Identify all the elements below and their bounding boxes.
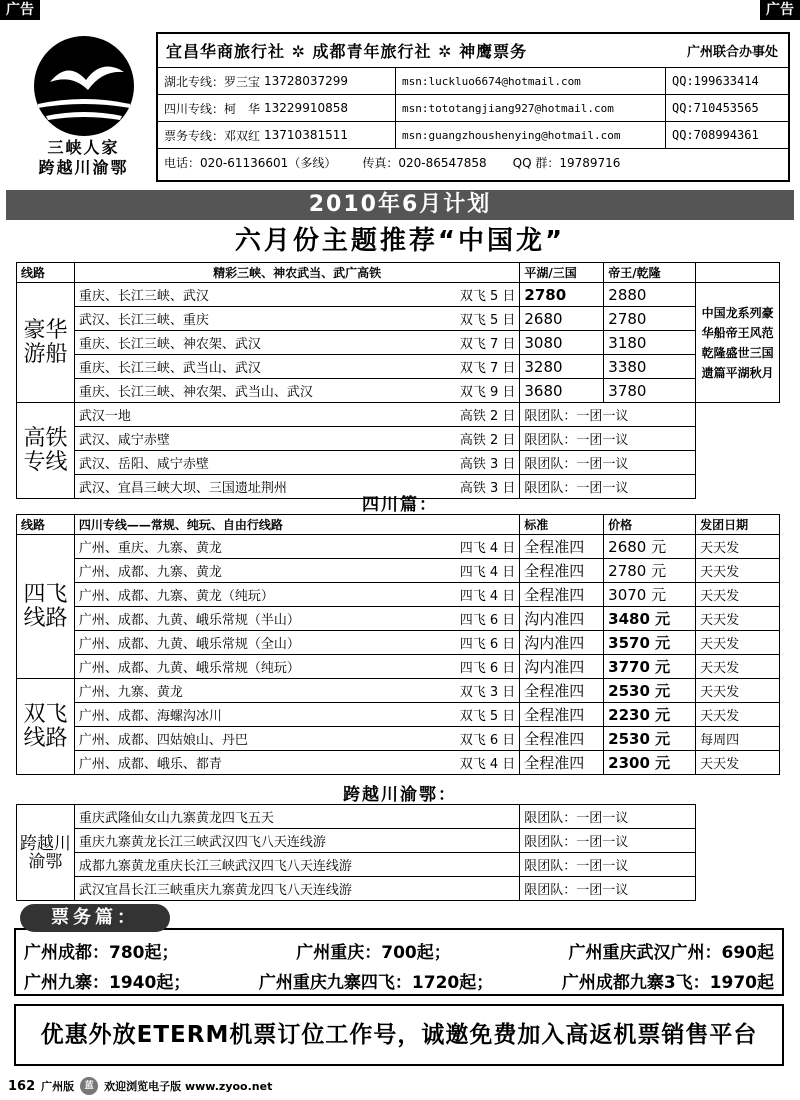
route: 广州、九寨、黄龙 <box>78 685 183 700</box>
mode: 双飞 3 日 <box>459 685 516 700</box>
table-header <box>17 263 780 283</box>
route: 广州、成都、四姑娘山、丹巴 <box>78 733 248 748</box>
ticket-price: 广州重庆：700起； <box>296 943 451 963</box>
price: 限团队：一团一议 <box>520 853 696 877</box>
col-p1: 平湖/三国 <box>520 263 604 283</box>
contact-msn: msn:tototangjiang927@hotmail.com <box>396 95 666 121</box>
standard: 全程准四 <box>520 559 604 583</box>
cross-region-table <box>16 804 696 901</box>
price: 限团队：一团一议 <box>520 877 696 901</box>
four-fly-label: 四飞线路 <box>17 535 75 679</box>
ticket-row <box>24 968 774 998</box>
route: 广州、成都、九寨、黄龙（纯玩） <box>78 589 274 604</box>
route: 武汉、长江三峡、重庆 <box>78 313 209 328</box>
table-row <box>17 853 696 877</box>
ticket-title: 票务篇： <box>20 904 170 932</box>
price-1: 3080 <box>520 331 604 355</box>
contact-phone: 13728037299 <box>264 74 348 88</box>
route: 重庆、长江三峡、武汉 <box>78 289 209 304</box>
table-row <box>17 805 696 829</box>
col-std: 标准 <box>520 515 604 535</box>
agency-line <box>158 34 788 68</box>
contact-row <box>158 122 788 149</box>
ticket-price: 广州九寨：1940起； <box>24 973 191 993</box>
route: 重庆、长江三峡、神农架、武当山、武汉 <box>78 385 313 400</box>
standard: 全程准四 <box>520 583 604 607</box>
mode: 双飞 7 日 <box>459 337 516 352</box>
route: 武汉、岳阳、咸宁赤壁 <box>78 457 209 472</box>
depart-date: 天天发 <box>696 679 780 703</box>
route: 广州、成都、九黄、峨乐常规（半山） <box>78 613 300 628</box>
col-line: 线路 <box>17 515 75 535</box>
contact-label: 湖北专线：罗三宝 <box>164 74 261 89</box>
route: 重庆武隆仙女山九寨黄龙四飞五天 <box>74 805 519 829</box>
fax-number: 传真：020-86547858 <box>362 156 487 170</box>
contact-msn: msn:luckluo6674@hotmail.com <box>396 68 666 94</box>
price: 限团队：一团一议 <box>520 829 696 853</box>
qq-group: QQ 群：19789716 <box>512 156 621 170</box>
ticket-price: 广州成都：780起； <box>24 943 179 963</box>
route: 广州、成都、九黄、峨乐常规（纯玩） <box>78 661 300 676</box>
plan-title: 2010年6月计划 <box>6 190 794 220</box>
contact-qq: QQ:710453565 <box>672 101 759 115</box>
route: 广州、成都、九寨、黄龙 <box>78 565 222 580</box>
mode: 高铁 3 日 <box>459 481 516 496</box>
depart-date: 天天发 <box>696 631 780 655</box>
mode: 双飞 5 日 <box>459 709 516 724</box>
price: 2230 元 <box>604 703 696 727</box>
route: 广州、成都、峨乐、都青 <box>78 757 222 772</box>
two-fly-label: 双飞线路 <box>17 679 75 775</box>
price-1: 2780 <box>520 283 604 307</box>
depart-date: 每周四 <box>696 727 780 751</box>
route: 武汉宜昌长江三峡重庆九寨黄龙四飞八天连线游 <box>74 877 519 901</box>
eterm-banner: 优惠外放ETERM机票订位工作号，诚邀免费加入高返机票销售平台 <box>14 1004 784 1066</box>
route: 广州、成都、九黄、峨乐常规（全山） <box>78 637 300 652</box>
contact-label: 四川专线：柯 华 <box>164 101 261 116</box>
agency-names: 宜昌华商旅行社 ✲ 成都青年旅行社 ✲ 神鹰票务 <box>166 42 528 61</box>
standard: 全程准四 <box>520 751 604 775</box>
standard: 全程准四 <box>520 703 604 727</box>
price: 3070 元 <box>604 583 696 607</box>
price: 限团队：一团一议 <box>520 805 696 829</box>
ticket-price: 广州重庆武汉广州：690起 <box>568 943 774 963</box>
footer-text: 欢迎浏览电子版 www.zyoo.net <box>104 1080 273 1093</box>
table-row <box>17 331 780 355</box>
table-row <box>17 679 780 703</box>
route: 武汉一地 <box>78 409 131 424</box>
mode: 四飞 4 日 <box>459 541 516 556</box>
price: 3480 元 <box>604 607 696 631</box>
depart-date: 天天发 <box>696 703 780 727</box>
table-row <box>17 427 780 451</box>
sichuan-table <box>16 514 780 775</box>
table-row <box>17 829 696 853</box>
price: 2530 元 <box>604 679 696 703</box>
ad-label-left: 广告 <box>0 0 40 20</box>
mode: 四飞 4 日 <box>459 565 516 580</box>
standard: 沟内准四 <box>520 655 604 679</box>
mode: 双飞 5 日 <box>459 289 516 304</box>
col-desc: 四川专线——常规、纯玩、自由行线路 <box>74 515 519 535</box>
price-1: 3680 <box>520 379 604 403</box>
hubei-table <box>16 262 780 499</box>
edition-badge: 蓝 <box>80 1077 98 1095</box>
table-row <box>17 607 780 631</box>
price: 2680 元 <box>604 535 696 559</box>
mode: 双飞 7 日 <box>459 361 516 376</box>
ad-label-right: 广告 <box>760 0 800 20</box>
ticket-row <box>24 938 774 968</box>
standard: 全程准四 <box>520 727 604 751</box>
price: 2780 元 <box>604 559 696 583</box>
logo-text-2: 跨越川渝鄂 <box>38 158 129 177</box>
mode: 高铁 3 日 <box>459 457 516 472</box>
route: 广州、成都、海螺沟冰川 <box>78 709 222 724</box>
depart-date: 天天发 <box>696 559 780 583</box>
table-row <box>17 655 780 679</box>
table-header <box>17 515 780 535</box>
price: 限团队：一团一议 <box>520 451 696 475</box>
gull-sun-logo-icon <box>32 34 136 138</box>
price-2: 2880 <box>604 283 696 307</box>
depart-date: 天天发 <box>696 583 780 607</box>
table-row <box>17 583 780 607</box>
table-row <box>17 403 780 427</box>
route: 武汉、宜昌三峡大坝、三国遗址荆州 <box>78 481 287 496</box>
contact-label: 票务专线：邓双红 <box>164 128 261 143</box>
table-row <box>17 727 780 751</box>
table-row <box>17 877 696 901</box>
price-2: 3380 <box>604 355 696 379</box>
price: 2530 元 <box>604 727 696 751</box>
col-price: 价格 <box>604 515 696 535</box>
col-desc: 精彩三峡、神农武当、武广高铁 <box>74 263 519 283</box>
mode: 高铁 2 日 <box>459 409 516 424</box>
col-line: 线路 <box>17 263 75 283</box>
footer <box>8 1076 272 1096</box>
price: 限团队：一团一议 <box>520 475 696 499</box>
cruise-label: 豪华游船 <box>17 283 75 403</box>
cross-region-label: 跨越川渝鄂 <box>17 805 75 901</box>
mode: 四飞 4 日 <box>459 589 516 604</box>
depart-date: 天天发 <box>696 751 780 775</box>
mode: 双飞 5 日 <box>459 313 516 328</box>
table-row <box>17 451 780 475</box>
col-date: 发团日期 <box>696 515 780 535</box>
standard: 全程准四 <box>520 679 604 703</box>
price: 限团队：一团一议 <box>520 403 696 427</box>
contact-row <box>158 68 788 95</box>
standard: 全程准四 <box>520 535 604 559</box>
table-row <box>17 379 780 403</box>
depart-date: 天天发 <box>696 535 780 559</box>
price-2: 3780 <box>604 379 696 403</box>
header <box>6 24 794 186</box>
mode: 四飞 6 日 <box>459 661 516 676</box>
phone-row <box>158 149 788 176</box>
price-2: 3180 <box>604 331 696 355</box>
table-row <box>17 535 780 559</box>
dragon-note: 中国龙系列豪华船帝王风范乾隆盛世三国遗篇平湖秋月 <box>696 283 780 403</box>
price-1: 2680 <box>520 307 604 331</box>
contact-box <box>156 32 790 182</box>
mode: 双飞 6 日 <box>459 733 516 748</box>
page-number: 162 <box>8 1078 36 1094</box>
depart-date: 天天发 <box>696 607 780 631</box>
theme-title: 六月份主题推荐“中国龙” <box>234 226 566 256</box>
table-row <box>17 559 780 583</box>
price: 3770 元 <box>604 655 696 679</box>
edition: 广州版 <box>41 1080 75 1093</box>
table-row <box>17 631 780 655</box>
price: 2300 元 <box>604 751 696 775</box>
table-row <box>17 355 780 379</box>
sichuan-title: 四川篇： <box>362 495 438 515</box>
cross-region-title: 跨越川渝鄂： <box>343 785 457 805</box>
route: 广州、重庆、九寨、黄龙 <box>78 541 222 556</box>
price: 限团队：一团一议 <box>520 427 696 451</box>
depart-date: 天天发 <box>696 655 780 679</box>
mode: 四飞 6 日 <box>459 613 516 628</box>
table-row <box>17 283 780 307</box>
mode: 双飞 9 日 <box>459 385 516 400</box>
table-row <box>17 751 780 775</box>
price-2: 2780 <box>604 307 696 331</box>
contact-qq: QQ:708994361 <box>672 128 759 142</box>
contact-phone: 13710381511 <box>264 128 348 142</box>
logo-text-1: 三峡人家 <box>47 138 120 157</box>
contact-row <box>158 95 788 122</box>
route: 武汉、咸宁赤壁 <box>78 433 170 448</box>
standard: 沟内准四 <box>520 607 604 631</box>
tel-number: 电话：020-61136601（多线） <box>164 156 337 170</box>
ticket-box <box>14 928 784 996</box>
mode: 高铁 2 日 <box>459 433 516 448</box>
price: 3570 元 <box>604 631 696 655</box>
rail-label: 高铁专线 <box>17 403 75 499</box>
office-name: 广州联合办事处 <box>686 45 778 60</box>
standard: 沟内准四 <box>520 631 604 655</box>
route: 成都九寨黄龙重庆长江三峡武汉四飞八天连线游 <box>74 853 519 877</box>
route: 重庆、长江三峡、神农架、武汉 <box>78 337 261 352</box>
mode: 双飞 4 日 <box>459 757 516 772</box>
contact-phone: 13229910858 <box>264 101 348 115</box>
route: 重庆、长江三峡、武当山、武汉 <box>78 361 261 376</box>
route: 重庆九寨黄龙长江三峡武汉四飞八天连线游 <box>74 829 519 853</box>
contact-msn: msn:guangzhoushenying@hotmail.com <box>396 122 666 148</box>
mode: 四飞 6 日 <box>459 637 516 652</box>
contact-qq: QQ:199633414 <box>672 74 759 88</box>
col-p2: 帝王/乾隆 <box>604 263 696 283</box>
logo <box>16 30 151 180</box>
table-row <box>17 703 780 727</box>
ticket-price: 广州重庆九寨四飞：1720起； <box>258 973 494 993</box>
ticket-price: 广州成都九寨3飞：1970起 <box>561 973 774 993</box>
price-1: 3280 <box>520 355 604 379</box>
table-row <box>17 307 780 331</box>
